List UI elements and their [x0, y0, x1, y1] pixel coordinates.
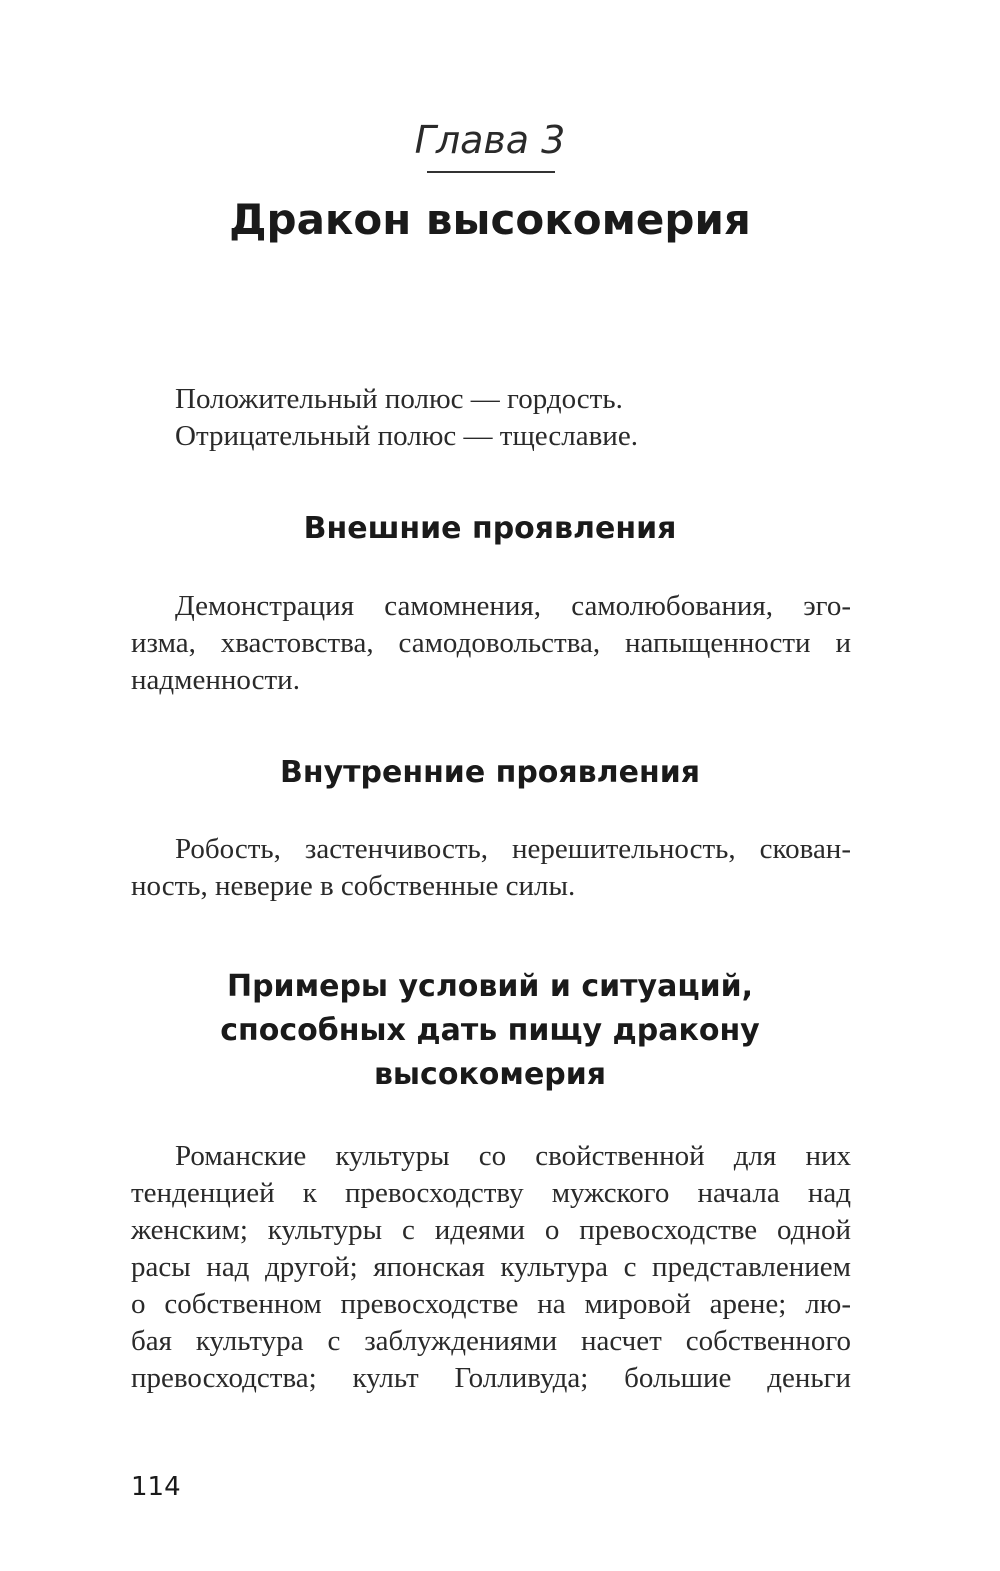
chapter-label: Глава 3 [414, 118, 566, 162]
paragraph-line: расы над другой; японская культура с представлением [131, 1251, 851, 1283]
poles-block [175, 381, 895, 455]
examples-heading-line: высокомерия [373, 1057, 607, 1092]
page-number: 114 [131, 1472, 181, 1502]
paragraph-line: Романские культуры со свойственной для них [175, 1140, 851, 1172]
paragraph-line: женским; культуры с идеями о превосходстве одной [131, 1214, 851, 1246]
outer-manifestations-paragraph [131, 588, 851, 699]
paragraph-line: о собственном превосходстве на мировой арене; лю- [131, 1288, 851, 1320]
paragraph-line: Демонстрация самомнения, самолюбования, эго- [175, 590, 851, 622]
paragraph-line: превосходства; культ Голливуда; большие деньги [131, 1362, 851, 1394]
paragraph-line: изма, хвастовства, самодовольства, напыщенности и [131, 627, 851, 659]
examples-heading-line: Примеры условий и ситуаций, [226, 969, 754, 1004]
chapter-title: Дракон высокомерия [229, 195, 751, 244]
inner-manifestations-heading: Внутренние проявления [279, 755, 700, 790]
examples-heading [0, 965, 980, 1097]
paragraph-line: тенденцией к превосходству мужского начала над [131, 1177, 851, 1209]
chapter-rule [427, 171, 555, 173]
paragraph-line: Робость, застенчивость, нерешительность, скован- [175, 833, 851, 865]
paragraph-line: бая культура с заблуждениями насчет собственного [131, 1325, 851, 1357]
negative-pole-line: Отрицательный полюс — тщеславие. [175, 420, 638, 452]
examples-paragraph [131, 1138, 851, 1397]
outer-manifestations-heading: Внешние проявления [303, 511, 677, 546]
positive-pole-line: Положительный полюс — гордость. [175, 383, 623, 415]
examples-heading-line: способных дать пищу дракону [220, 1013, 760, 1048]
inner-manifestations-paragraph [131, 831, 851, 905]
paragraph-line: надменности. [131, 664, 300, 696]
paragraph-line: ность, неверие в собственные силы. [131, 870, 576, 902]
